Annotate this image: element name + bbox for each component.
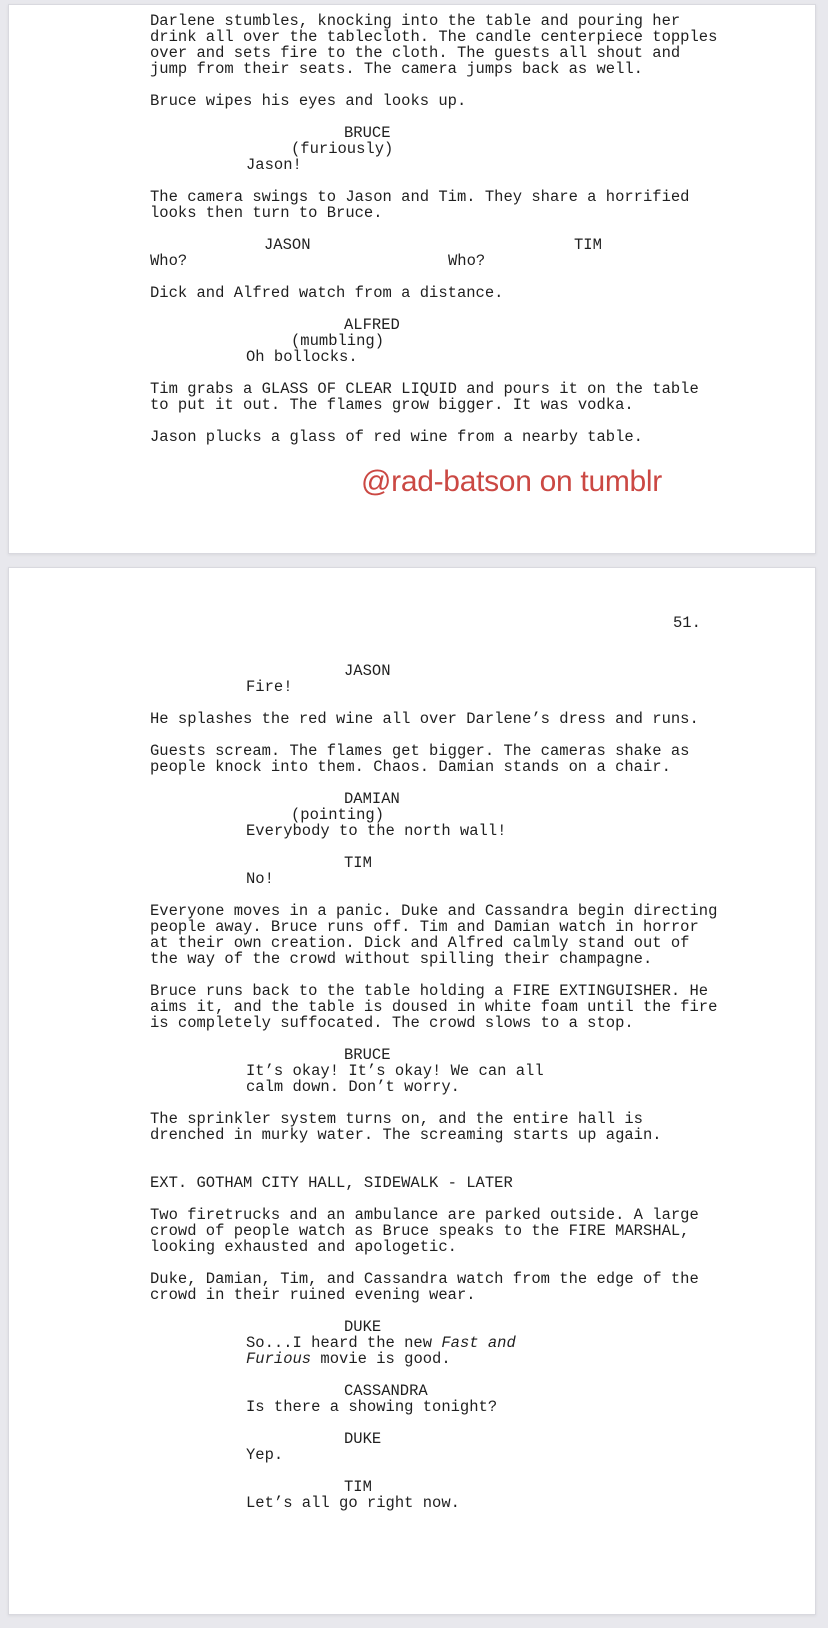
script-line-action: crowd in their ruined evening wear. xyxy=(150,1286,476,1304)
script-line-action: Duke, Damian, Tim, and Cassandra watch from the edge of the xyxy=(150,1270,699,1288)
script-line-dialogue: Let’s all go right now. xyxy=(246,1494,460,1512)
script-line-blank xyxy=(9,365,815,381)
script-line-paren: (furiously) xyxy=(291,140,394,158)
dual-character-left: JASON xyxy=(264,236,311,254)
script-line-blank xyxy=(9,887,815,903)
italic-text: Furious xyxy=(246,1350,312,1368)
script-line-scene: EXT. GOTHAM CITY HALL, SIDEWALK - LATER xyxy=(150,1174,513,1192)
script-line-action: jump from their seats. The camera jumps back as well. xyxy=(150,60,643,78)
script-line-blank xyxy=(9,727,815,743)
script-line-character: TIM xyxy=(344,1478,372,1496)
script-line-blank xyxy=(9,775,815,791)
script-line-blank xyxy=(9,1303,815,1319)
script-line-blank xyxy=(9,631,815,647)
script-line-dialogue: No! xyxy=(246,870,274,888)
script-line-action: Bruce runs back to the table holding a FIRE EXTINGUISHER. He xyxy=(150,982,709,1000)
script-line-character: BRUCE xyxy=(344,1046,391,1064)
italic-text: Fast and xyxy=(441,1334,516,1352)
script-line-character: DAMIAN xyxy=(344,790,400,808)
script-line-dialogue: It’s okay! It’s okay! We can all xyxy=(246,1062,544,1080)
script-line-action: Darlene stumbles, knocking into the table and pouring her xyxy=(150,12,681,30)
plain-text: So...I heard the new xyxy=(246,1334,442,1352)
script-line-dialogue: Is there a showing tonight? xyxy=(246,1398,498,1416)
script-line-blank xyxy=(9,1095,815,1111)
script-line-action: people knock into them. Chaos. Damian stands on a chair. xyxy=(150,758,671,776)
script-line-action: the way of the crowd without spilling their champagne. xyxy=(150,950,653,968)
script-line-blank xyxy=(9,221,815,237)
script-line-paren: (pointing) xyxy=(291,806,385,824)
script-line-action: drink all over the tablecloth. The candle centerpiece topples xyxy=(150,28,718,46)
script-line-blank xyxy=(9,1463,815,1479)
script-line-action: Dick and Alfred watch from a distance. xyxy=(150,284,504,302)
plain-text: movie is good. xyxy=(311,1350,451,1368)
script-line-blank xyxy=(9,1191,815,1207)
script-line-blank xyxy=(9,301,815,317)
script-line-action: drenched in murky water. The screaming starts up again. xyxy=(150,1126,662,1144)
script-line-action: Two firetrucks and an ambulance are parked outside. A large xyxy=(150,1206,699,1224)
script-line-blank xyxy=(9,1031,815,1047)
script-line-action: looks then turn to Bruce. xyxy=(150,204,383,222)
script-line-blank xyxy=(9,1159,815,1175)
script-line-blank xyxy=(9,967,815,983)
script-line-character: BRUCE xyxy=(344,124,391,142)
script-line-dialogue: Yep. xyxy=(246,1446,284,1464)
script-page-1 xyxy=(8,4,816,554)
script-line-action: Tim grabs a GLASS OF CLEAR LIQUID and pours it on the table xyxy=(150,380,699,398)
script-line-action: over and sets fire to the cloth. The guests all shout and xyxy=(150,44,681,62)
script-line-dialogue xyxy=(9,1335,815,1351)
script-line-blank xyxy=(9,695,815,711)
script-line-action: people away. Bruce runs off. Tim and Damian watch in horror xyxy=(150,918,699,936)
script-line-action: He splashes the red wine all over Darlene’s dress and runs. xyxy=(150,710,699,728)
script-line-character: DUKE xyxy=(344,1318,382,1336)
script-line-dialogue: Fire! xyxy=(246,678,293,696)
script-line-character: TIM xyxy=(344,854,372,872)
script-line-dialogue: calm down. Don’t worry. xyxy=(246,1078,460,1096)
script-line-blank xyxy=(9,1143,815,1159)
script-line-dialogue xyxy=(9,1351,815,1367)
script-line-action: aims it, and the table is doused in white foam until the fire xyxy=(150,998,718,1016)
script-line-dual-dialogue xyxy=(9,253,815,269)
script-line-dialogue: Oh bollocks. xyxy=(246,348,358,366)
script-line-blank xyxy=(9,173,815,189)
script-line-blank xyxy=(9,1415,815,1431)
dual-character-right: TIM xyxy=(574,236,602,254)
script-line-character: CASSANDRA xyxy=(344,1382,428,1400)
script-line-character: DUKE xyxy=(344,1430,382,1448)
script-line-action: crowd of people watch as Bruce speaks to the FIRE MARSHAL, xyxy=(150,1222,690,1240)
script-line-blank xyxy=(9,413,815,429)
script-line-action: Everyone moves in a panic. Duke and Cassandra begin directing xyxy=(150,902,718,920)
script-line-blank xyxy=(9,1255,815,1271)
script-line-blank xyxy=(9,839,815,855)
script-line-dialogue: Everybody to the north wall! xyxy=(246,822,507,840)
tumblr-watermark: @rad-batson on tumblr xyxy=(361,465,662,498)
script-line-pagenum: 51. xyxy=(673,614,701,632)
script-line-blank xyxy=(9,1367,815,1383)
script-line-action: to put it out. The flames grow bigger. It was vodka. xyxy=(150,396,634,414)
dual-dialogue-right: Who? xyxy=(448,252,486,270)
script-line-blank xyxy=(9,109,815,125)
script-line-action: The camera swings to Jason and Tim. They share a horrified xyxy=(150,188,690,206)
script-line-paren: (mumbling) xyxy=(291,332,385,350)
script-line-action: The sprinkler system turns on, and the entire hall is xyxy=(150,1110,643,1128)
script-line-action: at their own creation. Dick and Alfred calmly stand out of xyxy=(150,934,690,952)
dual-dialogue-left: Who? xyxy=(150,252,188,270)
script-line-character: JASON xyxy=(344,662,391,680)
script-line-blank xyxy=(9,269,815,285)
script-page-2 xyxy=(8,567,816,1615)
script-line-blank xyxy=(9,647,815,663)
script-line-action: Jason plucks a glass of red wine from a nearby table. xyxy=(150,428,643,446)
script-line-action: is completely suffocated. The crowd slows to a stop. xyxy=(150,1014,634,1032)
script-line-action: looking exhausted and apologetic. xyxy=(150,1238,457,1256)
script-line-dialogue: Jason! xyxy=(246,156,302,174)
script-line-action: Guests scream. The flames get bigger. The cameras shake as xyxy=(150,742,690,760)
script-line-dual-character xyxy=(9,237,815,253)
script-line-character: ALFRED xyxy=(344,316,400,334)
script-line-blank xyxy=(9,77,815,93)
script-line-action: Bruce wipes his eyes and looks up. xyxy=(150,92,467,110)
